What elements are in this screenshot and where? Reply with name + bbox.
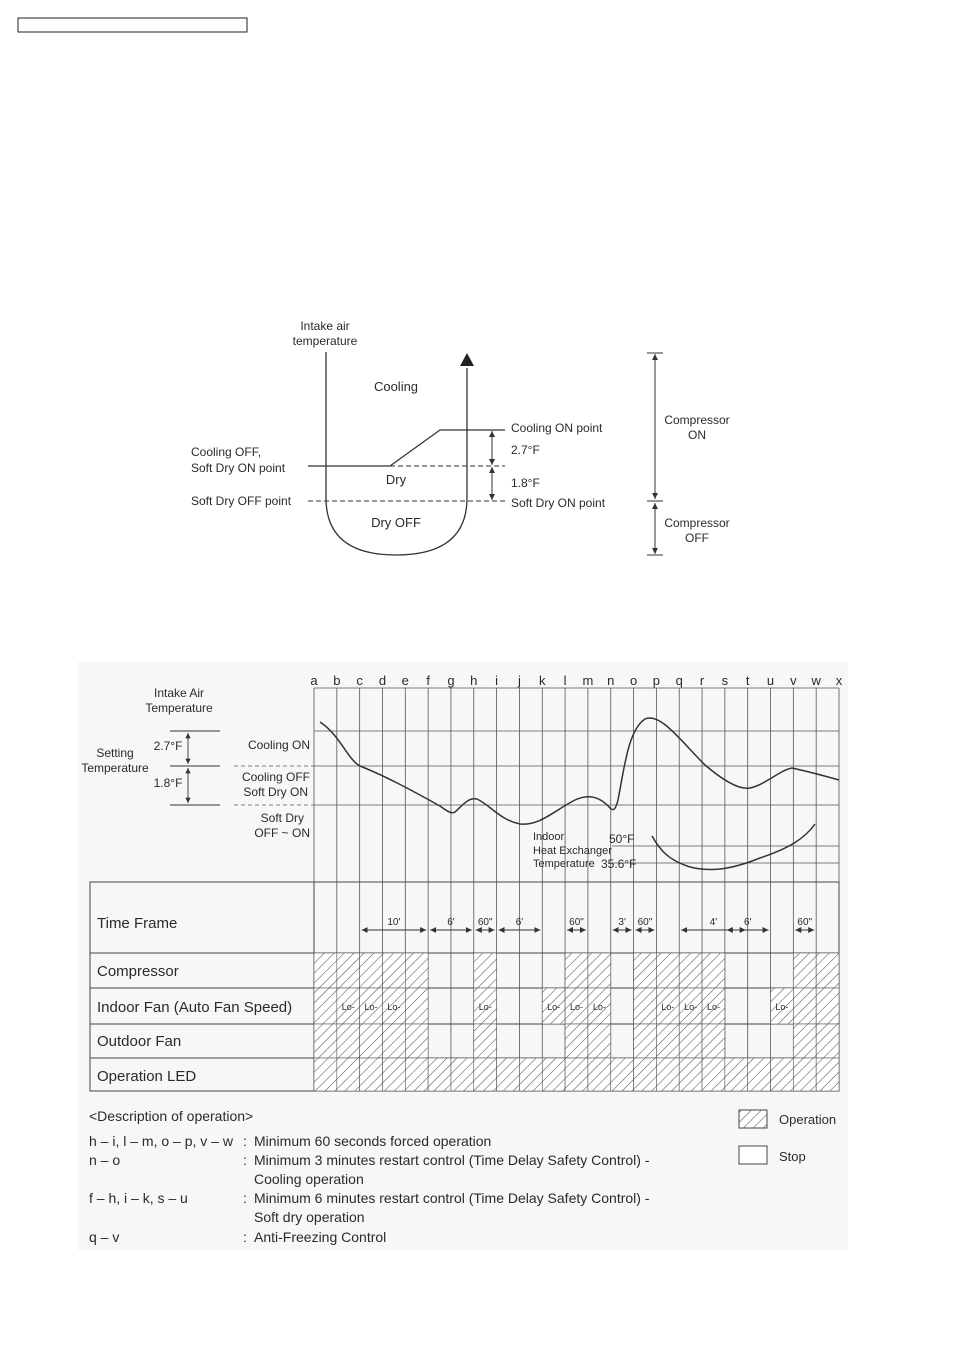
left-label-soft-dry-on: Soft Dry ON point xyxy=(191,461,286,475)
time-point-i: i xyxy=(495,673,499,688)
operation-cell xyxy=(679,1024,702,1058)
operation-cell xyxy=(542,1058,565,1091)
row-time-frame: Time Frame xyxy=(97,915,178,932)
delta-upper-label: 2.7°F xyxy=(511,443,540,457)
lo-label: Lo- xyxy=(569,1002,584,1012)
row-indoor-fan: Indoor Fan (Auto Fan Speed) xyxy=(97,999,293,1016)
level-soft-dry: Soft Dry xyxy=(260,811,304,825)
time-frame-label: 60" xyxy=(569,917,584,928)
operation-cell xyxy=(771,1058,794,1091)
lo-label: Lo- xyxy=(341,1002,355,1012)
legend-operation-swatch xyxy=(739,1110,767,1128)
intake-air-title-1: Intake Air xyxy=(153,686,205,700)
setting-temp-1: Setting xyxy=(96,746,134,760)
lo-label: Lo- xyxy=(478,1002,492,1012)
operation-cell xyxy=(634,1058,657,1091)
desc-cont-2: Cooling operation xyxy=(254,1171,364,1187)
desc-key-2: n – o xyxy=(89,1152,121,1168)
operation-cell xyxy=(451,1058,474,1091)
operation-cell xyxy=(337,953,360,988)
operation-cell xyxy=(519,1058,542,1091)
operation-cell xyxy=(816,1058,839,1091)
setting-delta-lower: 1.8°F xyxy=(153,776,183,790)
intake-air-label-1: Intake air xyxy=(300,319,350,333)
desc-text-3: Minimum 6 minutes restart control (Time Delay Safety Control) - xyxy=(254,1190,650,1206)
operation-cell xyxy=(382,1058,405,1091)
hx-label-2: Heat Exchanger xyxy=(533,845,612,857)
time-point-x: x xyxy=(835,673,843,688)
operation-cell xyxy=(702,953,725,988)
operation-cell xyxy=(702,1024,725,1058)
time-point-j: j xyxy=(517,673,521,688)
operation-cell xyxy=(588,953,611,988)
operation-cell xyxy=(405,953,428,988)
time-point-n: n xyxy=(607,673,615,688)
operation-cell xyxy=(405,1058,428,1091)
operation-cell xyxy=(656,953,679,988)
operation-cell xyxy=(679,953,702,988)
time-frame-label: 10' xyxy=(387,917,401,928)
time-point-t: t xyxy=(745,673,750,688)
lo-label: Lo- xyxy=(775,1002,789,1012)
operation-cell xyxy=(588,1058,611,1091)
operation-cell xyxy=(565,953,588,988)
operation-cell xyxy=(656,1058,679,1091)
time-point-a: a xyxy=(310,673,318,688)
operation-cell xyxy=(337,1024,360,1058)
desc-cont-3: Soft dry operation xyxy=(254,1209,365,1225)
operation-cell xyxy=(634,988,657,1024)
hx-50-label: 50°F xyxy=(609,832,635,846)
time-frame-label: 60" xyxy=(637,917,653,928)
time-point-o: o xyxy=(629,673,638,688)
lo-label: Lo- xyxy=(661,1002,675,1012)
operation-cell xyxy=(360,1024,383,1058)
level-cooling-off: Cooling OFF xyxy=(241,770,310,784)
time-point-p: p xyxy=(652,673,661,688)
operation-cell xyxy=(474,953,497,988)
header-box xyxy=(18,18,247,32)
time-point-u: u xyxy=(766,673,775,688)
compressor-off-label-1: Compressor xyxy=(664,516,730,530)
operation-cell xyxy=(565,1024,588,1058)
operation-cell xyxy=(611,1058,634,1091)
operation-cell xyxy=(634,1024,657,1058)
hx-356-label: 35.6°F xyxy=(601,857,637,871)
operation-cell xyxy=(497,1058,520,1091)
hx-label-3: Temperature xyxy=(533,858,595,870)
operation-cell xyxy=(702,1058,725,1091)
operation-cell xyxy=(656,1024,679,1058)
time-frame-label: 6' xyxy=(743,917,752,928)
time-frame-label: 60" xyxy=(797,917,813,928)
time-point-w: w xyxy=(811,673,821,688)
operation-cell xyxy=(314,988,337,1024)
operation-cell xyxy=(565,1058,588,1091)
time-point-s: s xyxy=(721,673,729,688)
top-diagram xyxy=(191,319,730,555)
operation-cell xyxy=(314,953,337,988)
lo-label: Lo- xyxy=(706,1002,720,1012)
desc-colon-1: : xyxy=(243,1133,247,1149)
lo-label: Lo- xyxy=(387,1002,401,1012)
operation-cell xyxy=(360,1058,383,1091)
right-label-cooling-on: Cooling ON point xyxy=(511,421,603,435)
desc-colon-3: : xyxy=(243,1190,247,1206)
setting-delta-upper: 2.7°F xyxy=(153,739,183,753)
time-point-d: d xyxy=(378,673,387,688)
zone-dry-off: Dry OFF xyxy=(371,515,421,530)
compressor-on-label-2: ON xyxy=(688,428,706,442)
cooling-hysteresis-line xyxy=(308,430,505,466)
operation-cell xyxy=(793,1058,816,1091)
desc-colon-4: : xyxy=(243,1229,247,1245)
operation-cell xyxy=(588,1024,611,1058)
time-frame-label: 3' xyxy=(618,917,626,928)
hx-label-1: Indoor xyxy=(533,831,565,843)
operation-cell xyxy=(405,988,428,1024)
operation-cell xyxy=(314,1024,337,1058)
operation-cell xyxy=(634,953,657,988)
operation-cell xyxy=(337,1058,360,1091)
lo-label: Lo- xyxy=(684,1002,698,1012)
row-outdoor-fan: Outdoor Fan xyxy=(97,1033,182,1050)
legend-operation-label: Operation xyxy=(779,1112,837,1127)
time-point-f: f xyxy=(426,673,430,688)
operation-cell xyxy=(314,1058,337,1091)
operation-cell xyxy=(428,1058,451,1091)
compressor-on-label-1: Compressor xyxy=(664,413,730,427)
operation-cell xyxy=(816,988,839,1024)
operation-cell xyxy=(474,1058,497,1091)
operation-cell xyxy=(816,953,839,988)
left-label-cooling-off: Cooling OFF, xyxy=(191,445,262,459)
setting-temp-2: Temperature xyxy=(81,761,149,775)
time-point-e: e xyxy=(401,673,409,688)
level-soft-dry-off-on: OFF ~ ON xyxy=(254,826,310,840)
time-frame-label: 6' xyxy=(447,917,455,928)
time-point-g: g xyxy=(447,673,455,688)
time-point-b: b xyxy=(333,673,341,688)
time-point-v: v xyxy=(790,673,797,688)
level-cooling-on: Cooling ON xyxy=(247,738,310,752)
legend-stop-label: Stop xyxy=(779,1149,806,1164)
operation-cell xyxy=(360,953,383,988)
level-soft-dry-on: Soft Dry ON xyxy=(243,785,308,799)
time-point-m: m xyxy=(582,673,594,688)
left-label-soft-dry-off: Soft Dry OFF point xyxy=(191,494,292,508)
time-frame-label: 4' xyxy=(709,917,718,928)
time-frame-label: 6' xyxy=(515,917,524,928)
time-point-c: c xyxy=(356,673,363,688)
time-point-h: h xyxy=(470,673,478,688)
time-frame-label: 60" xyxy=(477,917,493,928)
right-label-soft-dry-on: Soft Dry ON point xyxy=(511,496,606,510)
time-point-l: l xyxy=(563,673,567,688)
desc-text-4: Anti-Freezing Control xyxy=(254,1229,387,1245)
desc-key-3: f – h, i – k, s – u xyxy=(89,1190,188,1206)
operation-cell xyxy=(793,1024,816,1058)
lo-label: Lo- xyxy=(547,1002,561,1012)
row-operation-led: Operation LED xyxy=(97,1068,197,1085)
operation-cell xyxy=(748,1058,771,1091)
desc-key-1: h – i, l – m, o – p, v – w xyxy=(89,1133,233,1149)
intake-air-label-2: temperature xyxy=(292,334,358,348)
desc-colon-2: : xyxy=(243,1152,247,1168)
operation-cell xyxy=(793,988,816,1024)
up-arrow-head xyxy=(460,353,474,366)
operation-cell xyxy=(474,1024,497,1058)
desc-key-4: q – v xyxy=(89,1229,120,1245)
operation-cell xyxy=(816,1024,839,1058)
time-point-q: q xyxy=(675,673,683,688)
operation-cell xyxy=(382,953,405,988)
operation-cell xyxy=(405,1024,428,1058)
lo-label: Lo- xyxy=(364,1002,378,1012)
delta-lower-label: 1.8°F xyxy=(511,476,540,490)
desc-text-1: Minimum 60 seconds forced operation xyxy=(254,1133,492,1149)
compressor-off-label-2: OFF xyxy=(685,531,709,545)
row-compressor: Compressor xyxy=(97,963,179,980)
time-point-k: k xyxy=(539,673,546,688)
time-point-r: r xyxy=(699,673,705,688)
description-title: <Description of operation> xyxy=(89,1108,254,1124)
lo-label: Lo- xyxy=(592,1002,606,1012)
zone-cooling: Cooling xyxy=(373,379,419,394)
operation-cell xyxy=(382,1024,405,1058)
operation-cell xyxy=(793,953,816,988)
operation-cell xyxy=(725,1058,748,1091)
zone-dry: Dry xyxy=(385,472,407,487)
intake-air-title-2: Temperature xyxy=(145,701,213,715)
desc-text-2: Minimum 3 minutes restart control (Time Delay Safety Control) - xyxy=(254,1152,650,1168)
legend-stop-swatch xyxy=(739,1146,767,1164)
operation-cell xyxy=(679,1058,702,1091)
